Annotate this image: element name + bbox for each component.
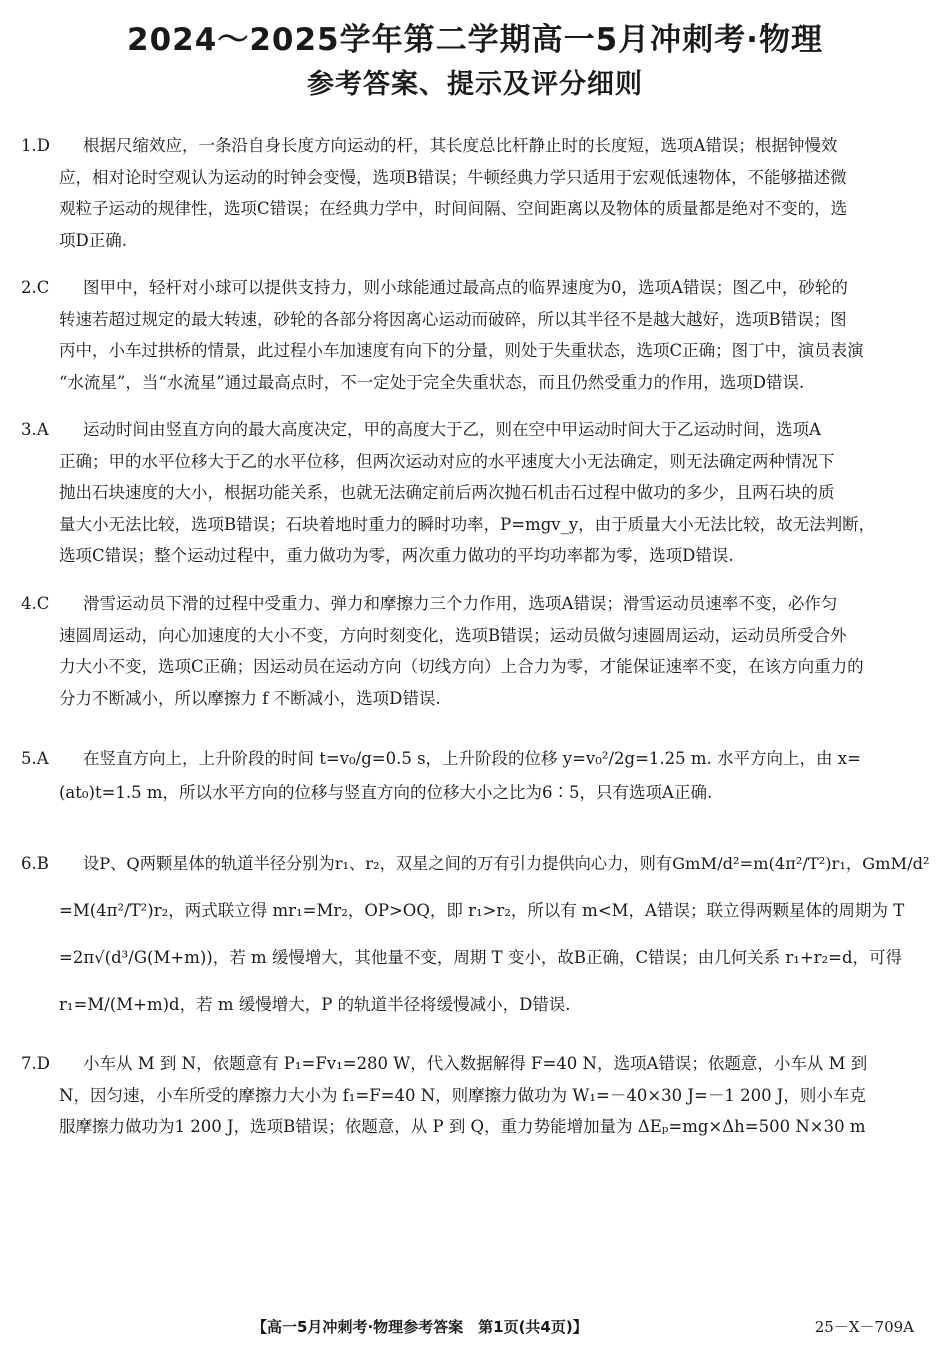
answer-number: 5.A [21, 749, 49, 768]
answer-line: =M(4π²/T²)r₂，两式联立得 mr₁=Mr₂，OP>OQ，即 r₁>r₂，所以有 m<M，A错误；联立得两颗星体的周期为 T [59, 901, 905, 920]
answer-number: 2.C [21, 278, 50, 297]
answer-line: 应，相对论时空观认为运动的时钟会变慢，选项B错误；牛顿经典力学只适用于宏观低速物体，不能够描述微 [59, 167, 847, 187]
answer-line: 分力不断减小，所以摩擦力 f 不断减小，选项D错误. [59, 688, 441, 708]
answer-number: 3.A [21, 420, 49, 439]
answer-item-2 [21, 272, 912, 398]
answer-item-5 [21, 742, 912, 810]
answer-line: =2π√(d³/G(M+m))，若 m 缓慢增大，其他量不变，周期 T 变小，故B正确，C错误；由几何关系 r₁+r₂=d，可得 [59, 948, 903, 967]
answer-line: “水流星”，当“水流星”通过最高点时，不一定处于完全失重状态，而且仍然受重力的作用，选项D错误. [59, 372, 805, 392]
page-title: 2024～2025学年第二学期高一5月冲刺考·物理 [127, 22, 823, 58]
answer-line: 力大小不变，选项C正确；因运动员在运动方向（切线方向）上合力为零，才能保证速率不变，在该方向重力的 [59, 657, 864, 676]
answer-line: 服摩擦力做功为1 200 J，选项B错误；依题意，从 P 到 Q，重力势能增加量为 ΔEₚ=mg×Δh=500 N×30 m [59, 1117, 866, 1136]
answer-line: 小车从 M 到 N，依题意有 P₁=Fv₁=280 W，代入数据解得 F=40 N，选项A错误；依题意，小车从 M 到 [83, 1054, 868, 1073]
answer-line: N，因匀速，小车所受的摩擦力大小为 f₁=F=40 N，则摩擦力做功为 W₁=－40×30 J=－1 200 J，则小车克 [59, 1085, 866, 1105]
answer-line: 转速若超过规定的最大转速，砂轮的各部分将因离心运动而破碎，所以其半径不是越大越好，选项B错误；图 [59, 309, 847, 329]
answer-number: 1.D [21, 136, 50, 155]
answer-item-6 [21, 840, 930, 1028]
answer-item-3 [21, 414, 912, 572]
answer-item-7 [21, 1048, 912, 1144]
answer-line: 项D正确. [59, 230, 127, 250]
answer-list [21, 130, 930, 1146]
answer-line: 滑雪运动员下滑的过程中受重力、弹力和摩擦力三个力作用，选项A错误；滑雪运动员速率不变，必作匀 [83, 594, 838, 613]
answer-line: 正确；甲的水平位移大于乙的水平位移，但两次运动对应的水平速度大小无法确定，则无法确定两种情况下 [59, 451, 835, 471]
answer-line: 图甲中，轻杆对小球可以提供支持力，则小球能通过最高点的临界速度为0，选项A错误；图乙中，砂轮的 [83, 278, 848, 297]
answer-line: 观粒子运动的规律性，选项C错误；在经典力学中，时间间隔、空间距离以及物体的质量都是绝对不变的，选 [59, 199, 848, 218]
answer-number: 7.D [21, 1054, 50, 1073]
answer-line: 量大小无法比较，选项B错误；石块着地时重力的瞬时功率，P=mgv_y，由于质量大小无法比较，故无法判断， [59, 514, 876, 534]
answer-number: 4.C [21, 594, 50, 613]
answer-number: 6.B [21, 854, 49, 873]
answer-line: 根据尺缩效应，一条沿自身长度方向运动的杆，其长度总比杆静止时的长度短，选项A错误；根据钟慢效 [83, 136, 838, 155]
answer-line: 设P、Q两颗星体的轨道半径分别为r₁、r₂，双星之间的万有引力提供向心力，则有GmM/d²=m(4π²/T²)r₁，GmM/d² [83, 854, 930, 873]
answer-item-4 [21, 588, 912, 714]
footer-code: 25－X－709A [814, 1318, 914, 1336]
answer-line: 选项C错误；整个运动过程中，重力做功为零，两次重力做功的平均功率都为零，选项D错误. [59, 546, 734, 565]
answer-line: r₁=M/(M+m)d，若 m 缓慢增大，P 的轨道半径将缓慢减小，D错误. [59, 995, 571, 1014]
answer-line: 丙中，小车过拱桥的情景，此过程小车加速度有向下的分量，则处于失重状态，选项C正确；图丁中，演员表演 [59, 341, 864, 360]
answer-line: 抛出石块速度的大小，根据功能关系，也就无法确定前后两次抛石机击石过程中做功的多少，且两石块的质 [59, 483, 835, 502]
answer-item-1 [21, 130, 912, 256]
answer-line: 速圆周运动，向心加速度的大小不变，方向时刻变化，选项B错误；运动员做匀速圆周运动，运动员所受合外 [59, 625, 847, 645]
answer-line: (at₀)t=1.5 m，所以水平方向的位移与竖直方向的位移大小之比为6∶5，只有选项A正确. [59, 783, 713, 802]
footer-page-info: 【高一5月冲刺考·物理参考答案 第1页(共4页)】 [252, 1318, 588, 1336]
answer-line: 在竖直方向上，上升阶段的时间 t=v₀/g=0.5 s，上升阶段的位移 y=v₀²/2g=1.25 m. 水平方向上，由 x= [83, 749, 861, 768]
page-subtitle: 参考答案、提示及评分细则 [307, 69, 643, 100]
answer-line: 运动时间由竖直方向的最大高度决定，甲的高度大于乙，则在空中甲运动时间大于乙运动时间，选项A [83, 420, 821, 439]
